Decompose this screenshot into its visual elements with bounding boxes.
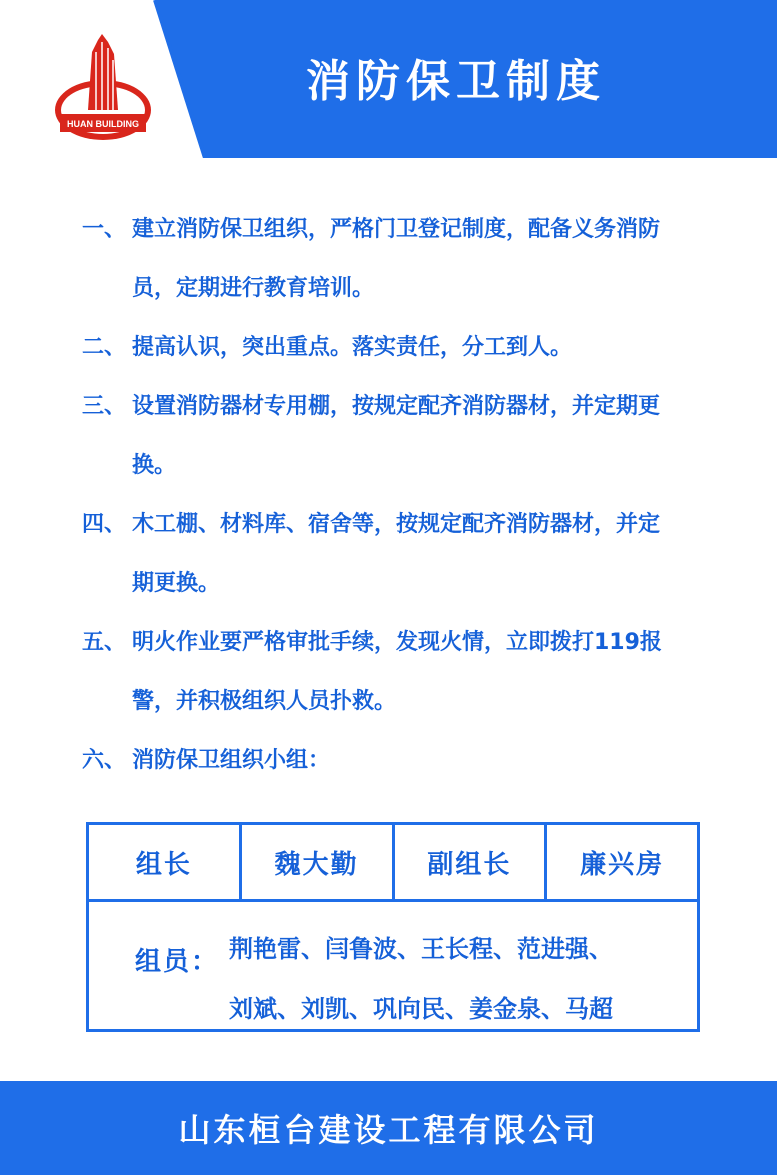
members-list-line: 荆艳雷、闫鲁波、王长程、范进强、 [229,935,613,963]
building-logo-icon [52,32,154,144]
company-name: 山东桓台建设工程有限公司 [178,1111,599,1149]
members-label: 组员： [135,947,220,977]
rule-item-3 [82,377,722,495]
members-list-line: 刘斌、刘凯、巩向民、姜金泉、马超 [229,995,613,1023]
rules-list [82,200,722,790]
rule-text-line: 换。 [132,453,177,478]
rule-text-line: 建立消防保卫组织，严格门卫登记制度，配备义务消防 [132,217,661,242]
header-banner [0,0,777,158]
rule-number: 六、 [82,748,127,773]
rule-text-line: 明火作业要严格审批手续，发现火情，立即拨打119报 [132,630,662,655]
leader-name: 魏大勤 [242,825,395,899]
rule-text-line: 期更换。 [132,571,221,596]
rule-item-5 [82,613,722,731]
rule-number: 二、 [82,335,127,360]
deputy-label: 副组长 [395,825,548,899]
deputy-name: 廉兴房 [580,849,665,880]
footer-banner [0,1081,777,1175]
rule-text-line: 设置消防器材专用棚，按规定配齐消防器材，并定期更 [132,394,661,419]
rule-number: 一、 [82,217,127,242]
page-title: 消防保卫制度 [306,56,606,107]
leader-label: 组长 [89,825,242,899]
rule-number: 五、 [82,630,127,655]
rule-text-line: 木工棚、材料库、宿舍等，按规定配齐消防器材，并定 [132,512,661,537]
rule-item-1 [82,200,722,318]
logo-text: HUAN BUILDING [67,119,139,129]
rule-text-line: 消防保卫组织小组： [132,748,331,773]
rule-item-2 [82,318,722,377]
rule-item-4 [82,495,722,613]
rule-text-line: 警，并积极组织人员扑救。 [132,689,397,714]
rule-number: 四、 [82,512,127,537]
rule-text-line: 员，定期进行教育培训。 [132,276,375,301]
team-table [86,822,700,1032]
team-leaders-row [89,825,697,902]
rule-item-6 [82,731,722,790]
rule-text-line: 提高认识，突出重点。落实责任，分工到人。 [132,335,573,360]
rule-number: 三、 [82,394,127,419]
